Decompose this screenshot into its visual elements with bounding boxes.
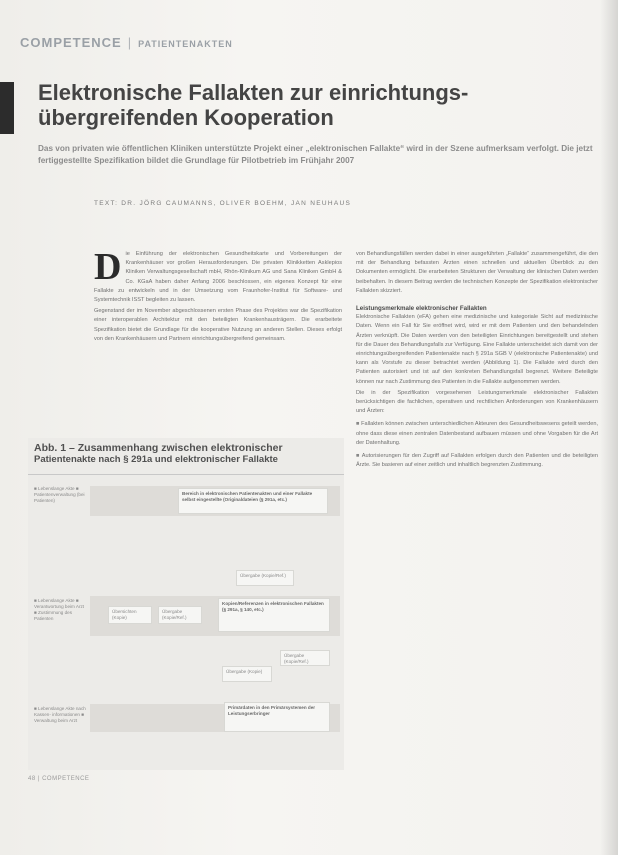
paragraph: Elektronische Fallakten (eFA) gehen eine medizinische und kategoriale Sicht auf medizinische Daten. Wenn ein Fall für Sie eröffnet wird, wird er mit dem Patienten und den behandelnden Ärzten verknüpft. Die Daten werden von den beteiligten Einrichtungen bereitgestellt und stehen für die Dauer des Behandlungsfalls zur Verfügung. Eine Fallakte unterscheidet sich damit von der einrichtungsübergreifenden Patientenakte nach § 291a SGB V (elektronische Patientenakte) und kann als Vorstufe zu dieser betrachtet werden (Abbildung 1). Die Fallakte wird durch den Patienten autorisiert und ist auf den konkreten Behandlungsfall begrenzt. Weitere Beteiligte können nur nach Zustimmung des Patienten in die Fallakte aufgenommen werden. bbox=[356, 314, 598, 385]
bullet-item: ■ Autorisierungen für den Zugriff auf Fallakten erfolgen durch den Patienten und die beteiligten Ärzte. Sie basieren auf einer zeitlich und inhaltlich begrenzten Zustimmung. bbox=[356, 452, 598, 470]
text-column-2 bbox=[356, 250, 598, 470]
paragraph: Gegenstand der im November abgeschlossenen ersten Phase des Projektes war die Spezifikation einer interoperablen Architektur mit den beteiligten Krankenhausträgern. Die erarbeitete Spezifikation bietet die Grundlage für die kooperative Nutzung an anderen Stellen. Dieses erfolgt von den Krankenhäusern und Partnern einrichtungsübergreifend gemeinsam. bbox=[94, 308, 342, 342]
left-label-epa: ■ Lebenslange Akte ■ Patientenverwaltung (bei Patienten) bbox=[34, 486, 85, 503]
paragraph: Die in der Spezifikation vorgesehenen Leistungsmerkmale elektronischer Fallakten berücksichtigen die fachlichen, operativen und rechtlichen Anforderungen von Krankenhäusern und Ärzten: bbox=[356, 389, 598, 415]
section-label: PATIENTENAKTEN bbox=[138, 39, 233, 49]
paragraph: von Behandlungsfällen werden dabei in einer ausgeführten „Fallakte“ zusammengeführt, die den mit der Behandlung befassten Ärzten einen schnellen und aktuellen Überblick zu den Dokumenten ermöglicht. Die erarbeiteten Strukturen der Verwaltung der klinischen Daten werden beibehalten. In diesem Beitrag werden die technischen Konzepte der Spezifikation elektronischer Fallakten skizziert. bbox=[356, 251, 598, 294]
paragraph: ie Einführung der elektronischen Gesundheitskarte und Vorbereitungen der Krankenhäuser vor großen Herausforderungen. Die privaten Klinikketten Asklepios Kliniken Verwaltungsgesellschaft mbH, Rhön-Klinikum AG und Sana Kliniken GmbH & Co. KGaA haben daher Anfang 2006 beschlossen, ein eigenes Konzept für eine Fallakte zu entwickeln und in der Umsetzung vom Fraunhofer-Institut für Software- und Systemtechnik ISST begleiten zu lassen. bbox=[94, 251, 342, 304]
dropcap: D bbox=[94, 246, 122, 288]
bullet-item: ■ Fallakten können zwischen unterschiedlichen Akteuren des Gesundheitswesens geteilt werden, ohne dass diese einen zentralen Datenbestand aufbauen müssen und ohne Vorgaben für die Art der Datenhaltung. bbox=[356, 420, 598, 448]
box-small: Übergabe (Kopie/Ref.) bbox=[280, 650, 330, 666]
section-header bbox=[20, 35, 233, 50]
article-title: Elektronische Fallakten zur einrichtungs-übergreifenden Kooperation bbox=[38, 80, 469, 130]
brand-label: COMPETENCE bbox=[20, 35, 122, 50]
left-label-primary: ■ Lebenslange Akte nach Kassen- informationen ■ Verwaltung beim Arzt bbox=[34, 706, 86, 723]
page-edge-shadow bbox=[600, 0, 618, 855]
left-label-efa: ■ Lebenslange Akte ■ Verantwortung beim Arzt ■ Zustimmung des Patienten bbox=[34, 598, 85, 621]
figure-title-line: Abb. 1 – Zusammenhang zwischen elektronischer bbox=[34, 442, 283, 454]
box-small: Übergabe (Kopie/Ref.) bbox=[236, 570, 294, 586]
article-lead: Das von privaten wie öffentlichen Kliniken unterstützte Projekt einer „elektronischen Fallakte“ wird in der Szene aufmerksam verfolgt. Die jetzt fertiggestellte Spezifikation bildet die Grundlage für Pilotbetrieb im Frühjahr 2007 bbox=[38, 144, 593, 165]
box-primary-data: Primärdaten in den Primärsystemen der Leistungserbringer bbox=[224, 702, 330, 732]
header-separator: | bbox=[127, 35, 133, 50]
article-authors: TEXT: DR. JÖRG CAUMANNS, OLIVER BOEHM, JAN NEUHAUS bbox=[94, 200, 352, 207]
subheading: Leistungsmerkmale elektronischer Fallakten bbox=[356, 305, 487, 313]
page-footer: 48 | COMPETENCE bbox=[28, 776, 90, 782]
box-references: Kopien/Referenzen in elektronischen Fallakten (§ 291a, § 140, etc.) bbox=[218, 598, 330, 632]
figure-1 bbox=[28, 438, 344, 770]
title-marker bbox=[0, 82, 14, 134]
text-column-1 bbox=[94, 246, 342, 346]
figure-title bbox=[34, 442, 338, 466]
box-small: Übersichten (Kopie) bbox=[108, 606, 152, 624]
box-small: Übergabe (Kopie/Ref.) bbox=[158, 606, 202, 624]
figure-subtitle: Patientenakte nach § 291a und elektronischer Fallakte bbox=[34, 454, 278, 465]
figure-divider bbox=[28, 474, 344, 475]
box-small: Übergabe (Kopie) bbox=[222, 666, 272, 682]
box-originals: Bereich in elektronischen Patientenakten und einer Fallakte selbst eingestellte (Originaldateien (§ 291a, etc.) bbox=[178, 488, 328, 514]
